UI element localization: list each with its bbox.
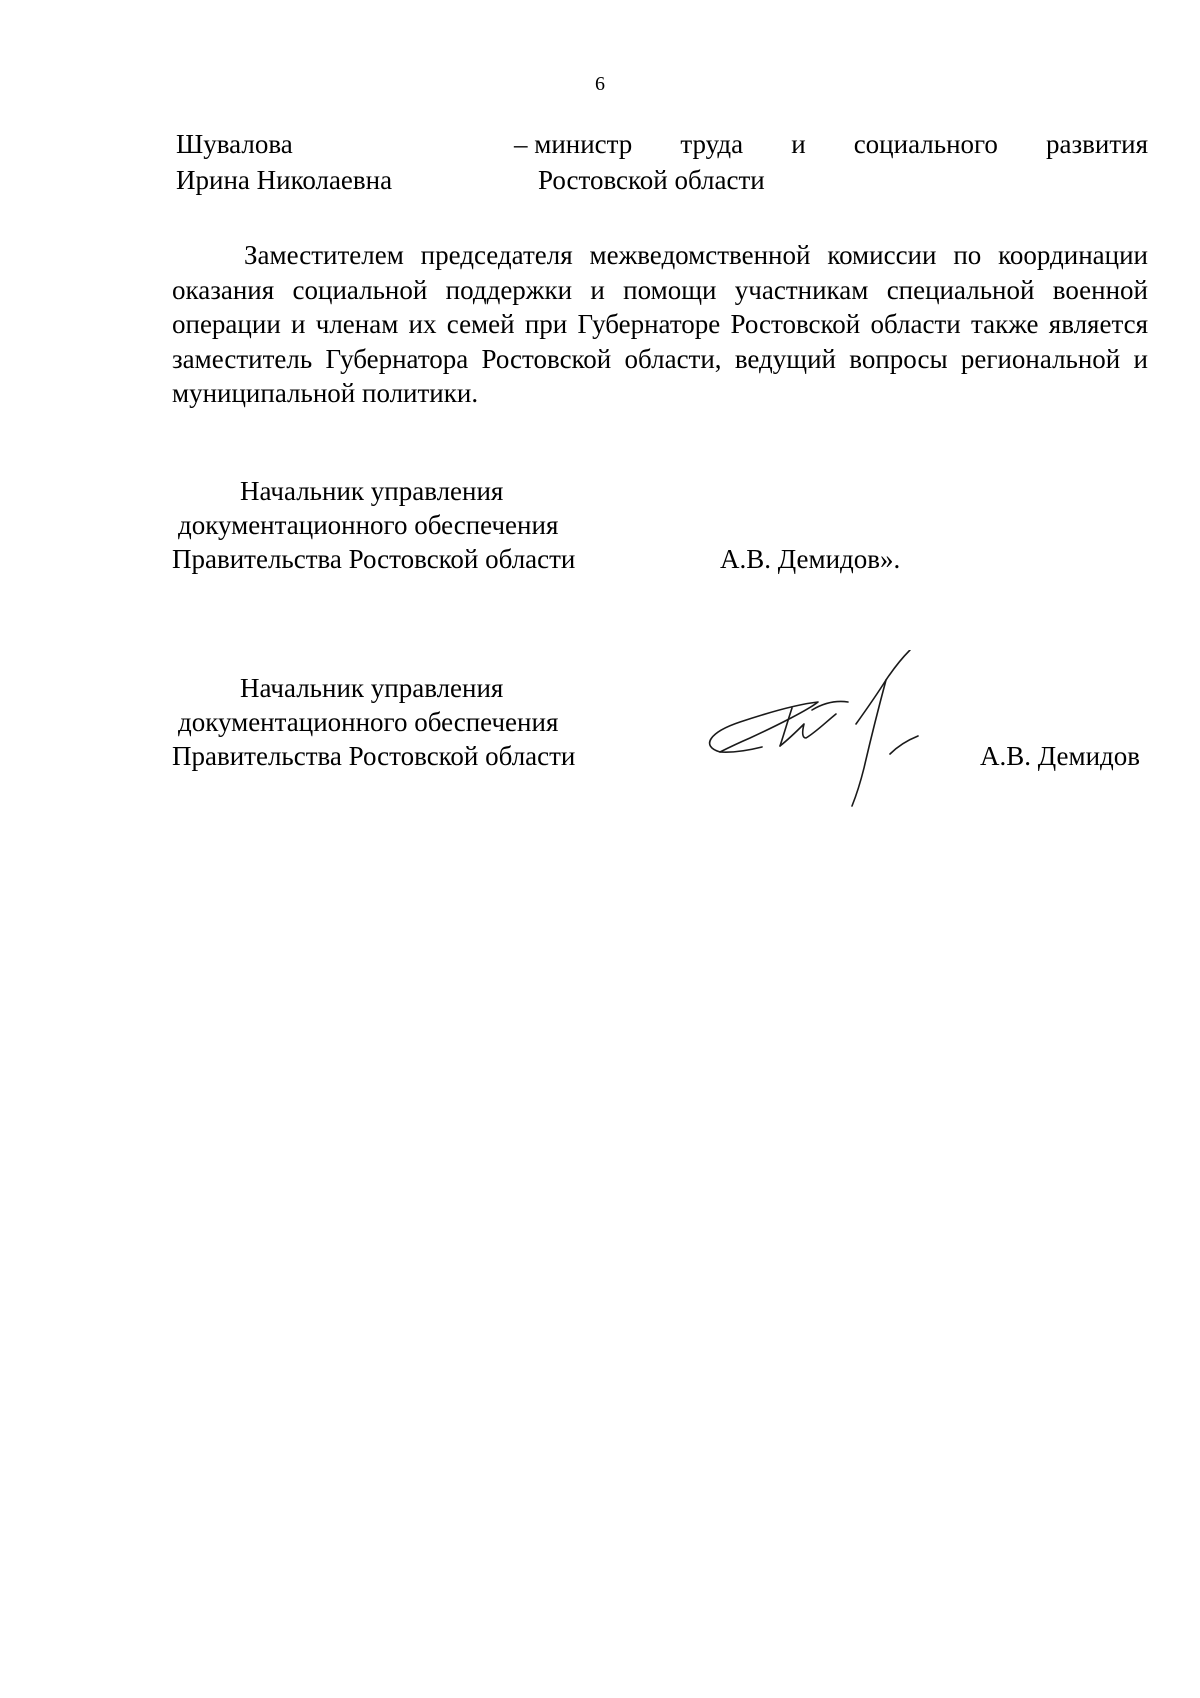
member-given-names: Ирина Николаевна [176,165,393,195]
member-name [176,126,496,198]
signer-name: А.В. Демидов». [720,544,901,574]
position-word: труда [680,129,744,159]
signatory-title [172,474,612,576]
position-word: и [791,129,806,159]
position-word: развития [1045,129,1148,159]
signatory-title-line3: Правительства Ростовской области [172,741,576,771]
signatory-title-line2: документационного обеспечения [178,510,559,540]
signer-name: А.В. Демидов [980,741,1141,771]
signatory-title-line2: документационного обеспечения [178,707,559,737]
signatory-title-line3: Правительства Ростовской области [172,544,576,574]
signature-block-1 [172,474,1148,584]
page-number: 6 [595,73,605,95]
signatory-title [172,671,612,773]
member-surname: Шувалова [176,129,293,159]
member-position-line2: Ростовской области [538,165,765,195]
signatory-title-line1: Начальник управления [240,476,504,506]
member-position-line1 [514,126,1148,162]
position-word: – министр [514,129,633,159]
body-paragraph: Заместителем председателя межведомственной комиссии по координации оказания социальной поддержки и помощи участникам специальной военной операции и членам их семей при Губернаторе Ростовской области также является заместитель Губернатора Ростовской области, ведущий вопросы региональной и муниципальной политики. [172,240,1148,408]
handwritten-signature [680,650,960,810]
signature-block-2 [172,671,1148,781]
position-word: социального [853,129,998,159]
member-position [514,126,1148,198]
signatory-title-line1: Начальник управления [240,673,504,703]
